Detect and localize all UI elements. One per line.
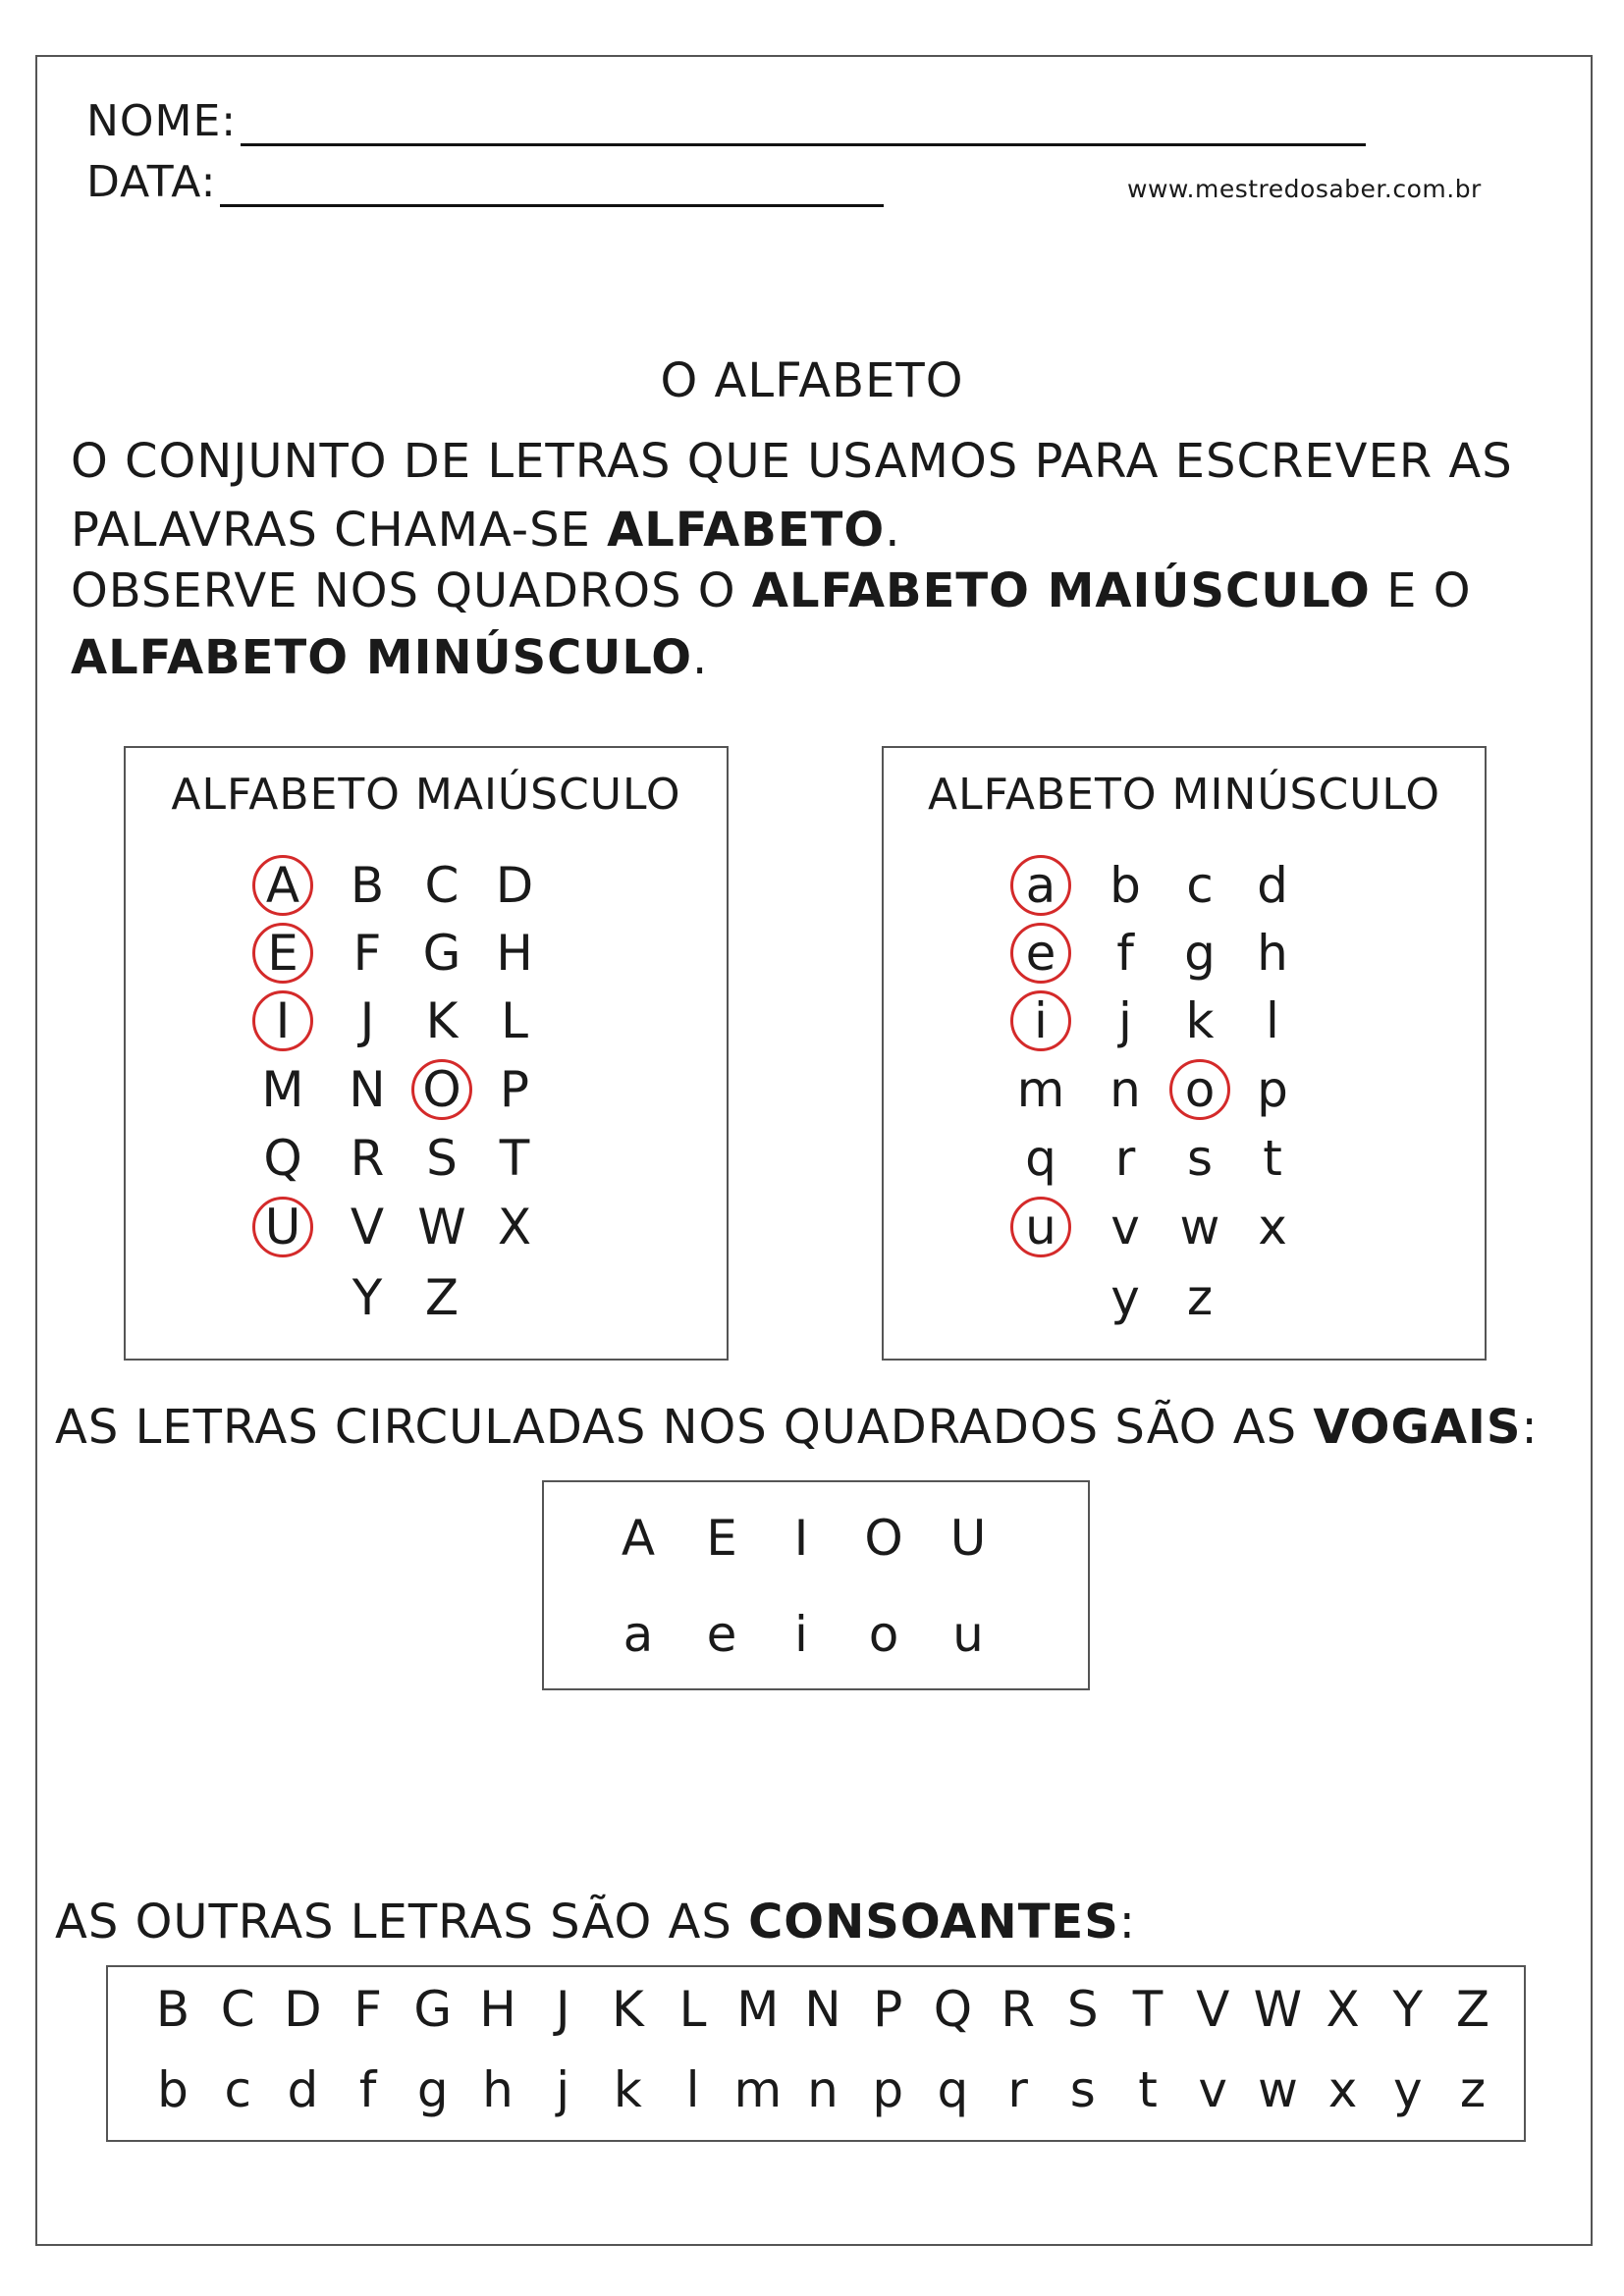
vowels-caption <box>55 1400 1539 1455</box>
name-label: NOME: <box>86 96 238 146</box>
letter-H: H <box>496 925 533 982</box>
letter-S: S <box>426 1130 458 1187</box>
name-field[interactable] <box>241 135 1366 146</box>
vowel-letter-O: O <box>411 1059 472 1120</box>
date-label: DATA: <box>86 157 217 207</box>
letter-N: N <box>349 1061 386 1118</box>
vowel-A: A <box>621 1510 656 1567</box>
letter-j: j <box>1118 992 1132 1049</box>
intro-line-2 <box>71 503 901 558</box>
intro-line-4 <box>71 630 709 685</box>
vowel-letter-u: u <box>1010 1197 1071 1257</box>
date-row <box>86 157 884 207</box>
vowel-letter-a: a <box>1010 855 1071 916</box>
consonant-T: T <box>1132 1981 1164 2038</box>
consonant-g: g <box>416 2061 449 2118</box>
letter-d: d <box>1257 857 1288 914</box>
consonants-caption-suffix: : <box>1118 1895 1136 1949</box>
consonant-Z: Z <box>1455 1981 1490 2038</box>
consonant-c: c <box>224 2061 251 2118</box>
vowel-u: u <box>952 1606 984 1663</box>
vowel-E: E <box>706 1510 737 1567</box>
consonant-n: n <box>807 2061 839 2118</box>
vowel-letter-I: I <box>252 990 313 1051</box>
consonant-H: H <box>479 1981 516 2038</box>
letter-g: g <box>1184 925 1216 982</box>
letter-D: D <box>495 857 534 914</box>
consonant-q: q <box>937 2061 969 2118</box>
name-row <box>86 96 1366 146</box>
uppercase-box-title: ALFABETO MAIÚSCULO <box>171 770 681 820</box>
consonant-Y: Y <box>1392 1981 1424 2038</box>
letter-n: n <box>1110 1061 1141 1118</box>
letter-f: f <box>1116 925 1134 982</box>
consonant-V: V <box>1196 1981 1230 2038</box>
vowels-caption-suffix: : <box>1521 1400 1539 1455</box>
consonants-caption-text: AS OUTRAS LETRAS SÃO AS <box>55 1895 749 1949</box>
letter-w: w <box>1179 1199 1220 1255</box>
letter-R: R <box>350 1130 385 1187</box>
consonant-L: L <box>678 1981 707 2038</box>
intro-line-2-text: PALAVRAS CHAMA-SE <box>71 503 608 558</box>
letter-W: W <box>417 1199 466 1255</box>
letter-Q: Q <box>263 1130 302 1187</box>
consonant-N: N <box>804 1981 841 2038</box>
lowercase-alphabet-box <box>882 746 1487 1361</box>
intro-line-3-text: OBSERVE NOS QUADROS O <box>71 563 752 618</box>
consonant-B: B <box>155 1981 190 2038</box>
vowels-caption-bold: VOGAIS <box>1313 1400 1522 1455</box>
letter-v: v <box>1110 1199 1140 1255</box>
consonant-r: r <box>1007 2061 1028 2118</box>
consonant-v: v <box>1198 2061 1227 2118</box>
vowel-a: a <box>623 1606 654 1663</box>
consonant-x: x <box>1327 2061 1358 2118</box>
vowel-I: I <box>793 1510 809 1567</box>
vowels-box <box>542 1480 1090 1690</box>
consonant-J: J <box>555 1981 570 2038</box>
consonant-X: X <box>1326 1981 1360 2038</box>
uppercase-alphabet-box <box>124 746 729 1361</box>
letter-z: z <box>1186 1269 1214 1326</box>
letter-M: M <box>261 1061 304 1118</box>
consonant-j: j <box>556 2061 570 2118</box>
letter-T: T <box>499 1130 530 1187</box>
letter-Y: Y <box>352 1269 383 1326</box>
letter-G: G <box>422 925 461 982</box>
vowel-letter-i: i <box>1010 990 1071 1051</box>
letter-m: m <box>1016 1061 1065 1118</box>
intro-line-1: O CONJUNTO DE LETRAS QUE USAMOS PARA ESCREVER AS <box>71 434 1513 489</box>
consonant-h: h <box>482 2061 514 2118</box>
website-url: www.mestredosaber.com.br <box>1127 175 1482 203</box>
letter-V: V <box>350 1199 385 1255</box>
consonant-S: S <box>1066 1981 1099 2038</box>
letter-y: y <box>1110 1269 1140 1326</box>
vowel-letter-U: U <box>252 1197 313 1257</box>
letter-F: F <box>352 925 382 982</box>
letter-q: q <box>1025 1130 1056 1187</box>
letter-x: x <box>1258 1199 1287 1255</box>
consonant-G: G <box>413 1981 453 2038</box>
letter-k: k <box>1185 992 1215 1049</box>
intro-line-4-bold: ALFABETO MINÚSCULO <box>71 630 693 685</box>
letter-L: L <box>501 992 528 1049</box>
consonant-D: D <box>284 1981 322 2038</box>
consonant-l: l <box>685 2061 700 2118</box>
intro-line-3 <box>71 563 1472 618</box>
consonant-d: d <box>287 2061 319 2118</box>
letter-s: s <box>1186 1130 1214 1187</box>
page-title: O ALFABETO <box>660 353 964 408</box>
consonant-C: C <box>220 1981 255 2038</box>
consonant-t: t <box>1138 2061 1158 2118</box>
intro-line-4-suffix: . <box>692 630 709 685</box>
consonant-M: M <box>736 1981 780 2038</box>
vowel-e: e <box>706 1606 737 1663</box>
consonant-z: z <box>1459 2061 1487 2118</box>
intro-line-3-bold: ALFABETO MAIÚSCULO <box>751 563 1371 618</box>
letter-K: K <box>425 992 459 1049</box>
consonant-m: m <box>733 2061 783 2118</box>
letter-P: P <box>499 1061 530 1118</box>
letter-h: h <box>1257 925 1288 982</box>
letter-p: p <box>1257 1061 1288 1118</box>
vowel-i: i <box>794 1606 808 1663</box>
consonant-k: k <box>613 2061 642 2118</box>
consonant-f: f <box>358 2061 377 2118</box>
vowel-o: o <box>868 1606 899 1663</box>
letter-l: l <box>1266 992 1279 1049</box>
consonant-y: y <box>1393 2061 1423 2118</box>
vowel-U: U <box>949 1510 987 1567</box>
letter-C: C <box>424 857 460 914</box>
letter-B: B <box>350 857 385 914</box>
consonants-box <box>106 1965 1526 2142</box>
vowels-caption-text: AS LETRAS CIRCULADAS NOS QUADRADOS SÃO AS <box>55 1400 1314 1455</box>
vowel-letter-o: o <box>1169 1059 1230 1120</box>
consonant-s: s <box>1069 2061 1096 2118</box>
intro-line-3-suffix: E O <box>1370 563 1472 618</box>
consonant-W: W <box>1253 1981 1303 2038</box>
letter-t: t <box>1263 1130 1282 1187</box>
consonant-R: R <box>1001 1981 1035 2038</box>
consonant-b: b <box>157 2061 189 2118</box>
vowel-O: O <box>864 1510 903 1567</box>
consonant-p: p <box>872 2061 904 2118</box>
consonants-caption-bold: CONSOANTES <box>748 1895 1119 1949</box>
letter-J: J <box>359 992 375 1049</box>
intro-line-2-suffix: . <box>885 503 901 558</box>
consonant-F: F <box>353 1981 382 2038</box>
vowel-letter-e: e <box>1010 923 1071 984</box>
letter-c: c <box>1186 857 1214 914</box>
consonants-caption <box>55 1895 1136 1949</box>
consonant-w: w <box>1257 2061 1298 2118</box>
consonant-K: K <box>611 1981 644 2038</box>
lowercase-box-title: ALFABETO MINÚSCULO <box>928 770 1440 820</box>
date-field[interactable] <box>220 196 884 207</box>
letter-Z: Z <box>424 1269 460 1326</box>
vowel-letter-A: A <box>252 855 313 916</box>
consonant-Q: Q <box>933 1981 973 2038</box>
consonant-P: P <box>873 1981 903 2038</box>
letter-b: b <box>1110 857 1141 914</box>
intro-line-2-bold: ALFABETO <box>607 503 886 558</box>
vowel-letter-E: E <box>252 923 313 984</box>
letter-X: X <box>497 1199 532 1255</box>
letter-r: r <box>1114 1130 1136 1187</box>
